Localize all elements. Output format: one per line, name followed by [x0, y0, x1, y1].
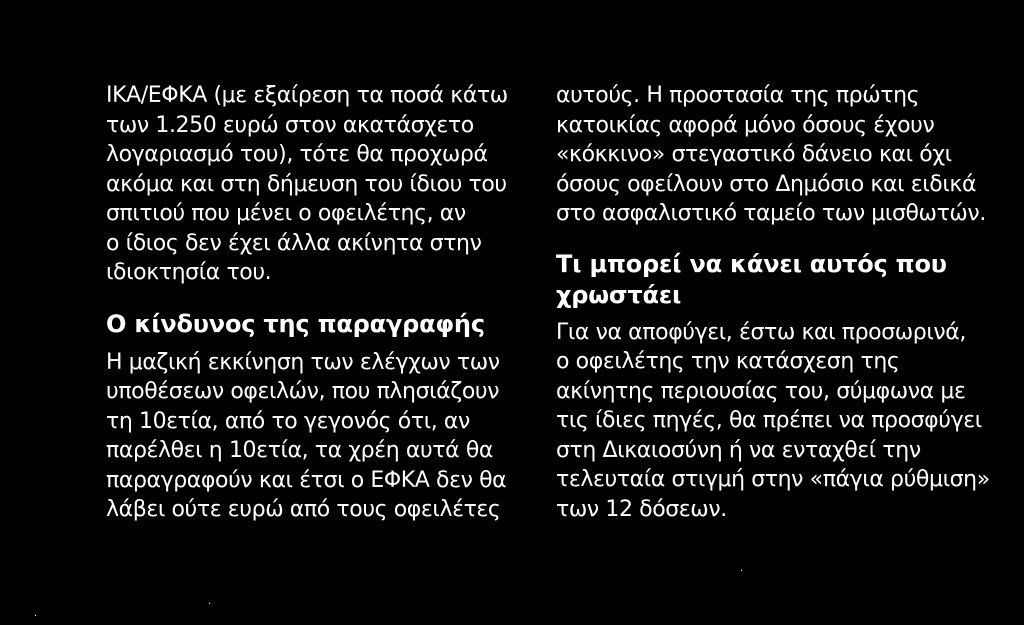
left-column — [106, 81, 526, 525]
left-intro-paragraph: ΙΚΑ/ΕΦΚΑ (με εξαίρεση τα ποσά κάτω των 1.250 ευρώ στον ακατάσχετο λογαριασμό του), τότε θα προχωρά ακόμα και στη δήμευση του ίδιου του σπιτιού που μένει ο οφειλέτης, αν ο ίδιος δεν έχει άλλα ακίνητα στην ιδιοκτησία του. — [106, 83, 508, 285]
scan-speck: · — [208, 599, 212, 610]
right-body-paragraph: Για να αποφύγει, έστω και προσωρινά, ο οφειλέτης την κατάσχεση της ακίνητης περιουσίας του, σύμφωνα με τις ίδιες πηγές, θα πρέπει να προσφύγει στη Δικαιοσύνη ή να ενταχθεί την τελευταία στιγμή στην «πάγια ρύθμιση» των 12 δόσεων. — [556, 319, 990, 522]
scan-speck: · — [740, 566, 744, 577]
right-section-heading: Τι μπορεί να κάνει αυτός που χρωστάει — [556, 249, 947, 309]
left-body-paragraph: Η μαζική εκκίνηση των ελέγχων των υποθέσεων οφειλών, που πλησιάζουν τη 10ετία, από το γεγονός ότι, αν παρέλθει η 10ετία, τα χρέη αυτά θα παραγραφούν και έτσι ο ΕΦΚΑ δεν θα λάβει ούτε ευρώ από τους οφειλέτες — [106, 349, 507, 522]
scan-speck: · — [34, 611, 38, 622]
left-section-heading: Ο κίνδυνος της παραγραφής — [106, 309, 485, 338]
right-column — [556, 81, 996, 524]
right-intro-paragraph: αυτούς. Η προστασία της πρώτης κατοικίας αφορά μόνο όσους έχουν «κόκκινο» στεγαστικό δάνειο και όχι όσους οφείλουν στο Δημόσιο και ειδικά στο ασφαλιστικό ταμείο των μισθωτών. — [556, 83, 986, 226]
